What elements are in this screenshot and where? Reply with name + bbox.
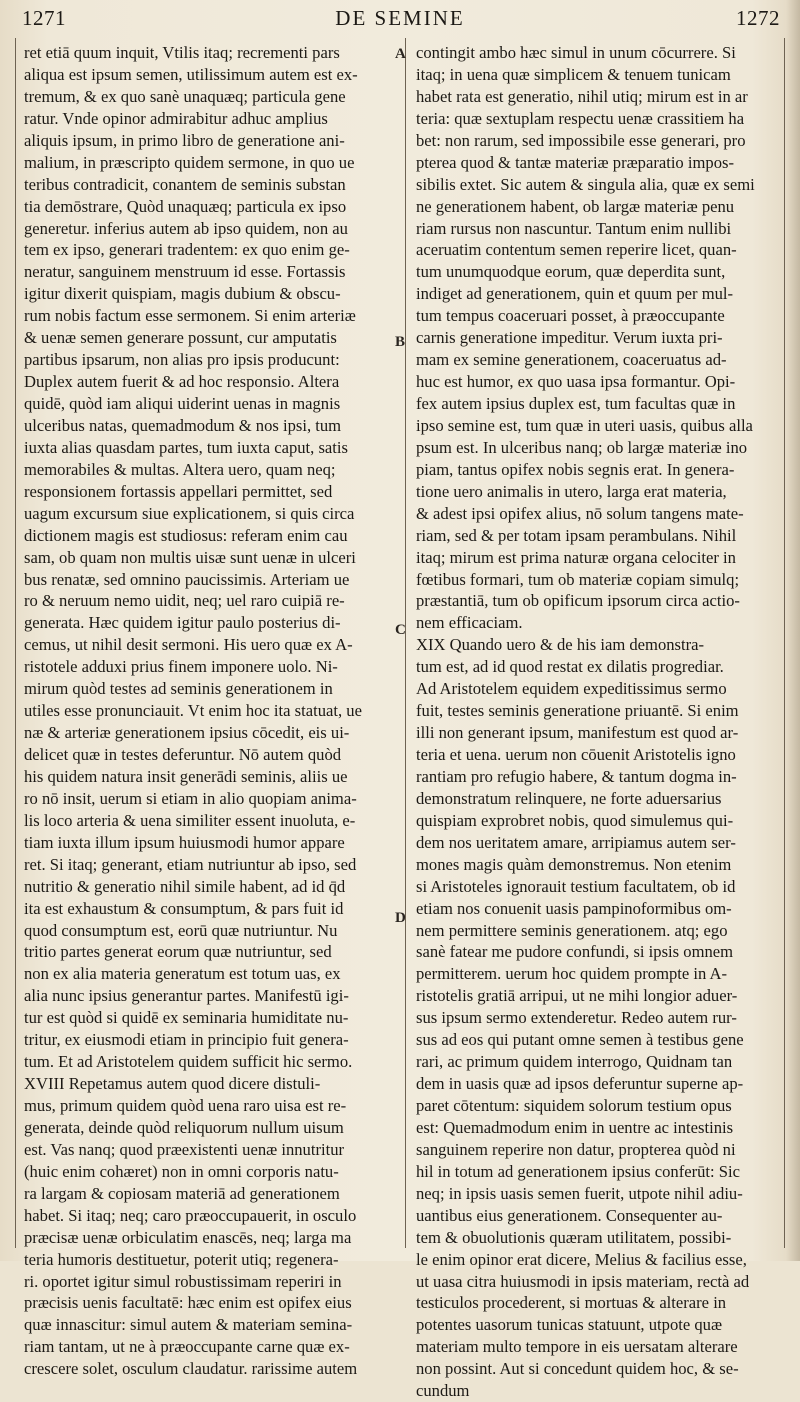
text-line: ro nō insit, uerum si etiam in alio quopiam anima- bbox=[24, 788, 357, 808]
page-number-left: 1271 bbox=[22, 6, 66, 30]
text-line: nem permittere seminis generationem. atq; ego bbox=[416, 920, 728, 940]
text-line: neq; in ipsis uasis semen fuerit, utpote nihil adiu- bbox=[416, 1183, 743, 1203]
text-line: cemus, ut nihil desit sermoni. His uero quæ ex A- bbox=[24, 635, 353, 655]
margin-letter-d: D bbox=[395, 910, 406, 926]
text-line: permitterem. uerum hoc quidem prompte in A- bbox=[416, 964, 728, 984]
text-line: riam tantam, ut ne à præoccupante carne quæ ex- bbox=[24, 1337, 350, 1357]
text-line: indiget ad generationem, quin et quum per mul- bbox=[416, 284, 734, 304]
text-line: itaq; mirum est prima naturæ organa celociter in bbox=[416, 547, 736, 567]
text-line: igitur dixerit quispiam, magis dubium & obscu- bbox=[24, 284, 341, 304]
text-line: alia nunc ipsius generantur partes. Manifestū igi- bbox=[24, 986, 349, 1006]
text-line: tritio partes generat eorum quæ nutriuntur, sed bbox=[24, 942, 332, 962]
text-line: tritur, ex eiusmodi etiam in principio fuit genera- bbox=[24, 1030, 349, 1050]
text-line: ra largam & copiosam materiā ad generationem bbox=[24, 1183, 340, 1203]
text-line: tiam iuxta illum ipsum huiusmodi humor appare bbox=[24, 832, 345, 852]
text-line: ita est exhaustum & consumptum, & pars fuit id bbox=[24, 898, 344, 918]
text-line: tum unumquodque eorum, quæ deperdita sunt, bbox=[416, 262, 726, 282]
text-line: sanè fatear me pudore confundi, si ipsis omnem bbox=[416, 942, 734, 962]
text-line: tur est quòd si quidē ex seminaria humiditate nu- bbox=[24, 1008, 349, 1028]
left-page-rule bbox=[15, 38, 16, 1248]
text-line: XVIII Repetamus autem quod dicere distuli- bbox=[24, 1074, 321, 1094]
text-line: habet. Si itaq; neq; caro præoccupauerit, in osculo bbox=[24, 1205, 357, 1225]
text-line: habet rata est generatio, nihil utiq; mirum est in ar bbox=[416, 86, 748, 106]
text-line: sus ipsum sermo extenderetur. Redeo autem rur- bbox=[416, 1008, 737, 1028]
center-column-rule bbox=[405, 38, 406, 1248]
text-line: fex autem ipsius duplex est, tum facultas quæ in bbox=[416, 394, 736, 413]
text-line: si Aristoteles ignorauit testium facultatem, ob id bbox=[416, 876, 736, 896]
text-line: carnis generatione impeditur. Verum iuxta pri- bbox=[416, 328, 723, 348]
text-line: fuit, testes seminis generatione priuantē. Si enim bbox=[416, 701, 739, 721]
text-line: huc est humor, ex quo uasa ipsa formantur. Opi- bbox=[416, 372, 736, 392]
text-line: quispiam exprobret nobis, quod simulemus qui- bbox=[416, 810, 734, 830]
text-line: ulceribus natas, quemadmodum & nos ipsi, tum bbox=[24, 415, 342, 435]
text-line: XIX Quando uero & de his iam demonstra- bbox=[416, 635, 705, 655]
text-line: bus renatæ, sed omnino paucissimis. Arteriam ue bbox=[24, 569, 350, 589]
text-line: teria et uena. uerum non cōuenit Aristotelis igno bbox=[416, 745, 736, 764]
text-line: dem in uasis quæ ad ipsos deferuntur superne ap- bbox=[416, 1074, 744, 1094]
text-line: sibilis extet. Sic autem & singula alia, quæ ex semi bbox=[416, 174, 755, 194]
text-line: hil in totum ad generationem ipsius conferūt: Sic bbox=[416, 1161, 740, 1181]
margin-letter-c: C bbox=[395, 622, 406, 638]
text-line: præstantiā, tum ob opificum ipsorum circa actio- bbox=[416, 591, 740, 611]
text-line: sus ad eos qui putant omne semen à testibus gene bbox=[416, 1030, 744, 1050]
text-line: demonstratum relinquere, ne forte aduersarius bbox=[416, 788, 722, 808]
text-line: uantibus eius generationem. Consequenter au- bbox=[416, 1205, 723, 1225]
text-line: etiam nos conuenit uasis pampinoformibus om- bbox=[416, 898, 732, 918]
text-line: uagum excursum siue explicationem, si quis circa bbox=[24, 503, 355, 523]
text-line: crescere solet, osculum claudatur. rarissime autem bbox=[24, 1359, 358, 1379]
margin-letter-a: A bbox=[395, 46, 406, 62]
text-line: illi non generant ipsum, manifestum est quod ar- bbox=[416, 723, 739, 743]
right-text-column bbox=[416, 42, 772, 1402]
text-line: tum tempus coaceruari posset, à præoccupante bbox=[416, 306, 725, 326]
text-line: neratur, sanguinem menstruum id esse. Fortassis bbox=[24, 262, 346, 282]
text-line: tia demōstrare, Quòd unaquæq; particula ex ipso bbox=[24, 196, 347, 216]
text-line: nutritio & generatio nihil simile habent, ad id q̄d bbox=[24, 876, 346, 896]
right-page-rule bbox=[784, 38, 785, 1248]
text-line: dictionem magis est studiosus: referam enim cau bbox=[24, 525, 348, 545]
running-title: DE SEMINE bbox=[335, 6, 465, 30]
text-line: lis loco arteria & uena similiter essent inuoluta, e- bbox=[24, 810, 356, 830]
text-line: riam rursus non nascuntur. Tantum enim nullibi bbox=[416, 218, 732, 238]
text-line: ret etiā quum inquit, Vtilis itaq; recrementi pars bbox=[24, 43, 340, 62]
text-line: næ & arteriæ generationem ipsius cōcedit, eis ui- bbox=[24, 723, 350, 743]
text-line: responsionem fortassis appellari permittet, sed bbox=[24, 481, 333, 501]
text-line: psum est. In ulceribus nanq; ob largæ materiæ ino bbox=[416, 437, 748, 457]
text-line: generata, deinde quòd reliquorum nullum uisum bbox=[24, 1117, 344, 1137]
text-line: rari, ac primum quidem interrogo, Quidnam tan bbox=[416, 1052, 733, 1072]
text-line: præcisæ uenæ orbiculatim enascēs, neq; larga ma bbox=[24, 1227, 352, 1247]
page-edge-shadow bbox=[786, 0, 800, 1261]
text-line: rum nobis factum esse sermonem. Si enim arteriæ bbox=[24, 306, 356, 326]
text-line: tum est, ad id quod restat ex dilatis progrediar. bbox=[416, 657, 724, 677]
text-line: paret cōtentum: siquidem solorum testium opus bbox=[416, 1096, 732, 1115]
text-line: ret. Si itaq; generant, etiam nutriuntur ab ipso, sed bbox=[24, 854, 357, 874]
text-line: est: Quemadmodum enim in uentre ac intestinis bbox=[416, 1117, 734, 1137]
text-line: præcisis uenis facultatē: hæc enim est opifex eius bbox=[24, 1293, 352, 1313]
text-line: riam, sed & per totam ipsam perambulans. Nihil bbox=[416, 525, 737, 545]
text-line: testiculos procederent, si mortuas & alterare in bbox=[416, 1293, 727, 1313]
text-line: itaq; in uena quæ simplicem & tenuem tunicam bbox=[416, 64, 731, 84]
text-line: mam ex semine generationem, coaceruatus ad- bbox=[416, 350, 727, 370]
text-line: utiles esse pronunciauit. Vt enim hoc ita statuat, ue bbox=[24, 701, 362, 721]
text-line: cundum bbox=[416, 1381, 470, 1401]
text-line: malium, in præscripto quidem sermone, in quo ue bbox=[24, 152, 355, 172]
text-line: ne generationem habent, ob largæ materiæ penu bbox=[416, 196, 735, 216]
left-text-column bbox=[24, 42, 396, 1380]
text-line: ri. oportet igitur simul robustissimam reperiri in bbox=[24, 1271, 342, 1291]
text-line: Ad Aristotelem equidem expeditissimus sermo bbox=[416, 679, 727, 699]
text-line: delicet quæ in testes deferuntur. Nō autem quòd bbox=[24, 745, 342, 764]
text-line: dem nos ueritatem amare, arripiamus autem ser- bbox=[416, 832, 736, 852]
text-line: memorabiles & multas. Altera uero, quam neq; bbox=[24, 459, 336, 479]
text-line: nem efficaciam. bbox=[416, 613, 523, 633]
text-line: teribus contradicit, conantem de seminis substan bbox=[24, 174, 346, 194]
page-number-right: 1272 bbox=[736, 6, 780, 30]
text-line: potentes uasorum tunicas statuunt, utpote quæ bbox=[416, 1315, 723, 1335]
text-line: & adest ipsi opifex alius, nō solum tangens mate- bbox=[416, 503, 744, 523]
text-line: his quidem natura insit generādi seminis, aliis ue bbox=[24, 766, 348, 786]
text-line: ratur. Vnde opinor admirabitur adhuc amplius bbox=[24, 108, 328, 128]
running-header bbox=[0, 6, 800, 36]
text-line: tione uero animalis in utero, larga erat materia, bbox=[416, 481, 727, 501]
text-line: aliqua est ipsum semen, utilissimum autem est ex- bbox=[24, 64, 358, 84]
text-line: (huic enim cohæret) non in omni corporis natu- bbox=[24, 1161, 339, 1181]
text-line: est. Vas nanq; quod præexistenti uenæ innutritur bbox=[24, 1139, 345, 1159]
text-line: materiam multo tempore in eis uersatam alterare bbox=[416, 1337, 738, 1357]
text-line: bet: non rarum, sed impossibile esse generari, pro bbox=[416, 130, 746, 150]
text-line: mones magis quàm demonstremus. Non etenim bbox=[416, 854, 732, 874]
text-line: ristotele adduxi prius finem imponere uolo. Ni- bbox=[24, 657, 338, 677]
text-line: & uenæ semen generare possunt, cur amputatis bbox=[24, 328, 337, 348]
text-line: tem & obuolutionis quæram utilitatem, possibi- bbox=[416, 1227, 732, 1247]
margin-letter-b: B bbox=[395, 334, 406, 350]
text-line: ro & neruum nemo uidit, neq; uel raro cuipiā re- bbox=[24, 591, 345, 611]
text-line: tem ex ipso, generari tradentem: ex quo enim ge- bbox=[24, 240, 350, 260]
text-line: Duplex autem fuerit & ad hoc responsio. Altera bbox=[24, 372, 340, 392]
text-line: generetur. inferius autem ab ipso quidem, non au bbox=[24, 218, 348, 238]
text-line: tum. Et ad Aristotelem quidem sufficit hic sermo. bbox=[24, 1052, 353, 1072]
text-line: non possint. Aut si concedunt quidem hoc, & se- bbox=[416, 1359, 739, 1379]
text-line: mus, primum quidem quòd uena raro uisa est re- bbox=[24, 1096, 347, 1115]
text-line: le enim opinor erat dicere, Melius & facilius esse, bbox=[416, 1249, 747, 1269]
text-line: iuxta alias quasdam partes, tum iuxta caput, satis bbox=[24, 437, 348, 457]
text-line: fœtibus formari, tum ob materiæ copiam simulq; bbox=[416, 569, 740, 589]
text-line: ut uasa citra huiusmodi in ipsis materiam, rectà ad bbox=[416, 1271, 750, 1291]
text-line: sam, ob quam non multis uisæ sunt uenæ in ulceri bbox=[24, 547, 356, 567]
text-line: quidē, quòd iam aliqui uiderint uenas in magnis bbox=[24, 394, 341, 413]
text-line: aliquis ipsum, in primo libro de generatione ani- bbox=[24, 130, 345, 150]
text-line: ristotelis gratiā arripui, ut ne mihi longior aduer- bbox=[416, 986, 738, 1006]
text-line: aceruatim contentum semen reperire licet, quan- bbox=[416, 240, 737, 260]
text-line: quod consumptum est, eorū quæ nutriuntur. Nu bbox=[24, 920, 338, 940]
text-line: non ex alia materia generatum est totum uas, ex bbox=[24, 964, 341, 984]
text-line: teria: quæ sextuplam respectu uenæ crassitiem ha bbox=[416, 108, 745, 128]
text-line: ipso semine est, tum quæ in uteri uasis, quibus alla bbox=[416, 415, 753, 435]
text-line: pterea quod & tantæ materiæ præparatio impos- bbox=[416, 152, 734, 172]
text-line: quæ innascitur: simul autem & materiam semina- bbox=[24, 1315, 353, 1335]
text-line: generata. Hæc quidem igitur paulo posterius di- bbox=[24, 613, 341, 633]
text-line: teria humoris destituetur, poterit utiq; regenera- bbox=[24, 1249, 339, 1269]
text-line: tremum, & ex quo sanè unaquæq; particula gene bbox=[24, 86, 346, 106]
text-line: mirum quòd testes ad seminis generationem in bbox=[24, 679, 333, 699]
text-line: partibus ipsarum, non alias pro ipsis producunt: bbox=[24, 350, 340, 370]
text-line: contingit ambo hæc simul in unum cōcurrere. Si bbox=[416, 43, 736, 62]
text-line: piam, tantus opifex nobis segnis erat. In genera- bbox=[416, 459, 735, 479]
text-line: rantiam pro refugio habere, & tantum dogma in- bbox=[416, 766, 737, 786]
text-line: sanguinem reperire non datur, propterea quòd ni bbox=[416, 1139, 736, 1159]
